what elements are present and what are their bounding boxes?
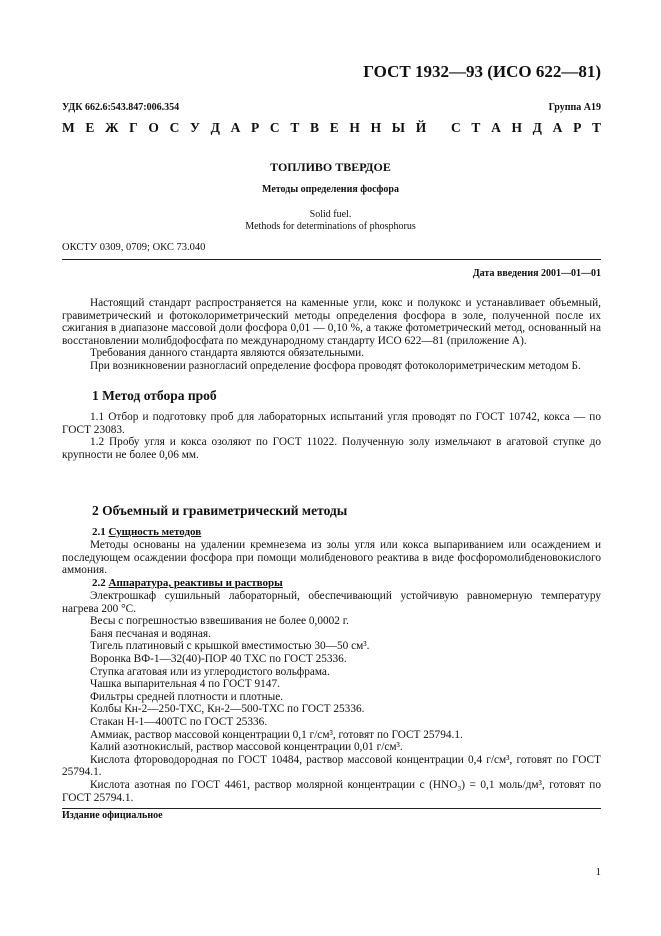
section-1-text bbox=[62, 411, 601, 461]
banner-letter: А bbox=[230, 120, 241, 135]
english-title-line2: Methods for determinations of phosphorus bbox=[245, 221, 416, 232]
list-item: Весы с погрешностью взвешивания не более 0,0002 г. bbox=[90, 615, 349, 628]
banner-letter: Т bbox=[471, 120, 481, 135]
banner-letter: Е bbox=[85, 120, 95, 135]
intro-paragraph: При возникновении разногласий определение фосфора проводят фотоколориметрическим методом Б. bbox=[90, 359, 581, 372]
subsection-2-2-heading bbox=[92, 577, 283, 589]
subsection-title: Сущность методов bbox=[108, 526, 202, 538]
subsection-2-1-text bbox=[62, 539, 601, 577]
page-number: 1 bbox=[595, 866, 601, 878]
interstate-standard-banner bbox=[62, 120, 601, 136]
list-item: Чашка выпарительная 4 по ГОСТ 9147. bbox=[90, 678, 280, 691]
banner-letter: В bbox=[310, 120, 320, 135]
section-1-heading: 1 Метод отбора проб bbox=[92, 388, 217, 403]
list-item: Аммиак, раствор массовой концентрации 0,1 г/см³, готовят по ГОСТ 25794.1. bbox=[90, 728, 463, 741]
list-item: Ступка агатовая или из углеродистого вольфрама. bbox=[90, 665, 330, 678]
banner-letter: А bbox=[552, 120, 563, 135]
banner-letter: О bbox=[148, 120, 159, 135]
banner-letter: Д bbox=[532, 120, 542, 135]
banner-letter: Ж bbox=[105, 120, 119, 135]
divider bbox=[62, 259, 601, 260]
equipment-list bbox=[62, 590, 601, 804]
banner-letter: Т bbox=[290, 120, 300, 135]
list-item: Воронка ВФ-1—32(40)-ПОР 40 ТХС по ГОСТ 25336. bbox=[90, 652, 347, 665]
list-item: Калий азотнокислый, раствор массовой концентрации 0,01 г/см³. bbox=[90, 741, 403, 754]
banner-letter: Й bbox=[415, 120, 427, 135]
subsection-number: 2.2 bbox=[92, 577, 106, 589]
subsection-number: 2.1 bbox=[92, 526, 106, 538]
subsection-title: Аппаратура, реактивы и растворы bbox=[108, 577, 283, 589]
standard-code: ГОСТ 1932—93 (ИСО 622—81) bbox=[363, 62, 601, 81]
banner-letter: Н bbox=[511, 120, 522, 135]
document-subtitle: Методы определения фосфора bbox=[262, 184, 399, 195]
list-item: Тигель платиновый с крышкой вместимостью 30—50 см³. bbox=[90, 640, 370, 653]
classification-codes: ОКСТУ 0309, 0709; ОКС 73.040 bbox=[62, 242, 206, 253]
banner-letter: Н bbox=[370, 120, 382, 135]
list-item: Кислота фтороводородная по ГОСТ 10484, раствор массовой концентрации 0,4 г/см³, готовят по ГОСТ 25794.1. bbox=[62, 753, 601, 779]
banner-letter: Г bbox=[129, 120, 138, 135]
banner-letter: Т bbox=[591, 120, 601, 135]
banner-letter: Е bbox=[329, 120, 339, 135]
effective-date: Дата введения 2001—01—01 bbox=[472, 268, 601, 279]
list-item: Стакан Н-1—400ТС по ГОСТ 25336. bbox=[90, 715, 268, 728]
udk-code: УДК 662.6:543.847:006.354 bbox=[62, 102, 180, 113]
banner-letter: С bbox=[169, 120, 180, 135]
paragraph: Методы основаны на удалении кремнезема из золы угля или кокса выпариванием или осаждением и последующем осаждении фосфора при помощи молибденового реактива в виде фосфоромолибденовокислого аммония. bbox=[62, 539, 601, 577]
banner-letter: Д bbox=[210, 120, 220, 135]
intro-paragraph: Настоящий стандарт распространяется на каменные угли, кокс и полукокс и устанавливает объемный, гравиметрический и фотоколориметрический методы определения фосфора в золе, полученной после их сжигания в диапазоне массовой доли фосфора 0,01 — 0,10 %, а также фотометрический метод, основанный на восстановлении молибдофосфата по международному стандарту ИСО 622—81 (приложение А). bbox=[62, 297, 601, 347]
banner-letter: Н bbox=[349, 120, 360, 135]
list-item: Электрошкаф сушильный лабораторный, обеспечивающий устойчивую равномерную температуру нагрева 200 °С. bbox=[62, 590, 601, 615]
banner-letter: Ы bbox=[391, 120, 406, 135]
banner-letter: Р bbox=[251, 120, 260, 135]
group-code: Группа А19 bbox=[548, 102, 601, 113]
paragraph: 1.1 Отбор и подготовку проб для лабораторных испытаний угля проводят по ГОСТ 10742, кокса — по ГОСТ 23083. bbox=[62, 411, 601, 436]
section-2-heading: 2 Объемный и гравиметрический методы bbox=[92, 503, 348, 518]
english-title-line1: Solid fuel. bbox=[309, 209, 352, 220]
banner-letter: У bbox=[190, 120, 200, 135]
banner-letter bbox=[437, 120, 440, 136]
banner-letter: Р bbox=[573, 120, 582, 135]
banner-letter: А bbox=[491, 120, 501, 135]
document-title: ТОПЛИВО ТВЕРДОЕ bbox=[270, 160, 391, 174]
paragraph: 1.2 Пробу угля и кокса озоляют по ГОСТ 11022. Полученную золу измельчают в агатовой ступке до крупности не более 0,06 мм. bbox=[62, 436, 601, 461]
list-item: Колбы Кн-2—250-ТХС, Кн-2—500-ТХС по ГОСТ 25336. bbox=[90, 703, 365, 716]
official-edition-label: Издание официальное bbox=[62, 810, 163, 821]
banner-letter: С bbox=[450, 120, 461, 135]
banner-letter: С bbox=[269, 120, 280, 135]
subsection-2-1-heading bbox=[92, 526, 201, 538]
list-item: Баня песчаная и водяная. bbox=[90, 627, 211, 640]
banner-letter: М bbox=[62, 120, 75, 135]
footer-divider bbox=[62, 808, 601, 809]
intro-paragraph: Требования данного стандарта являются обязательными. bbox=[90, 347, 364, 360]
list-item: Кислота азотная по ГОСТ 4461, раствор молярной концентрации c (HNO₃) = 0,1 моль/дм³, готовят по ГОСТ 25794.1. bbox=[62, 778, 601, 804]
intro-text bbox=[62, 297, 601, 373]
list-item: Фильтры средней плотности и плотные. bbox=[90, 690, 284, 703]
